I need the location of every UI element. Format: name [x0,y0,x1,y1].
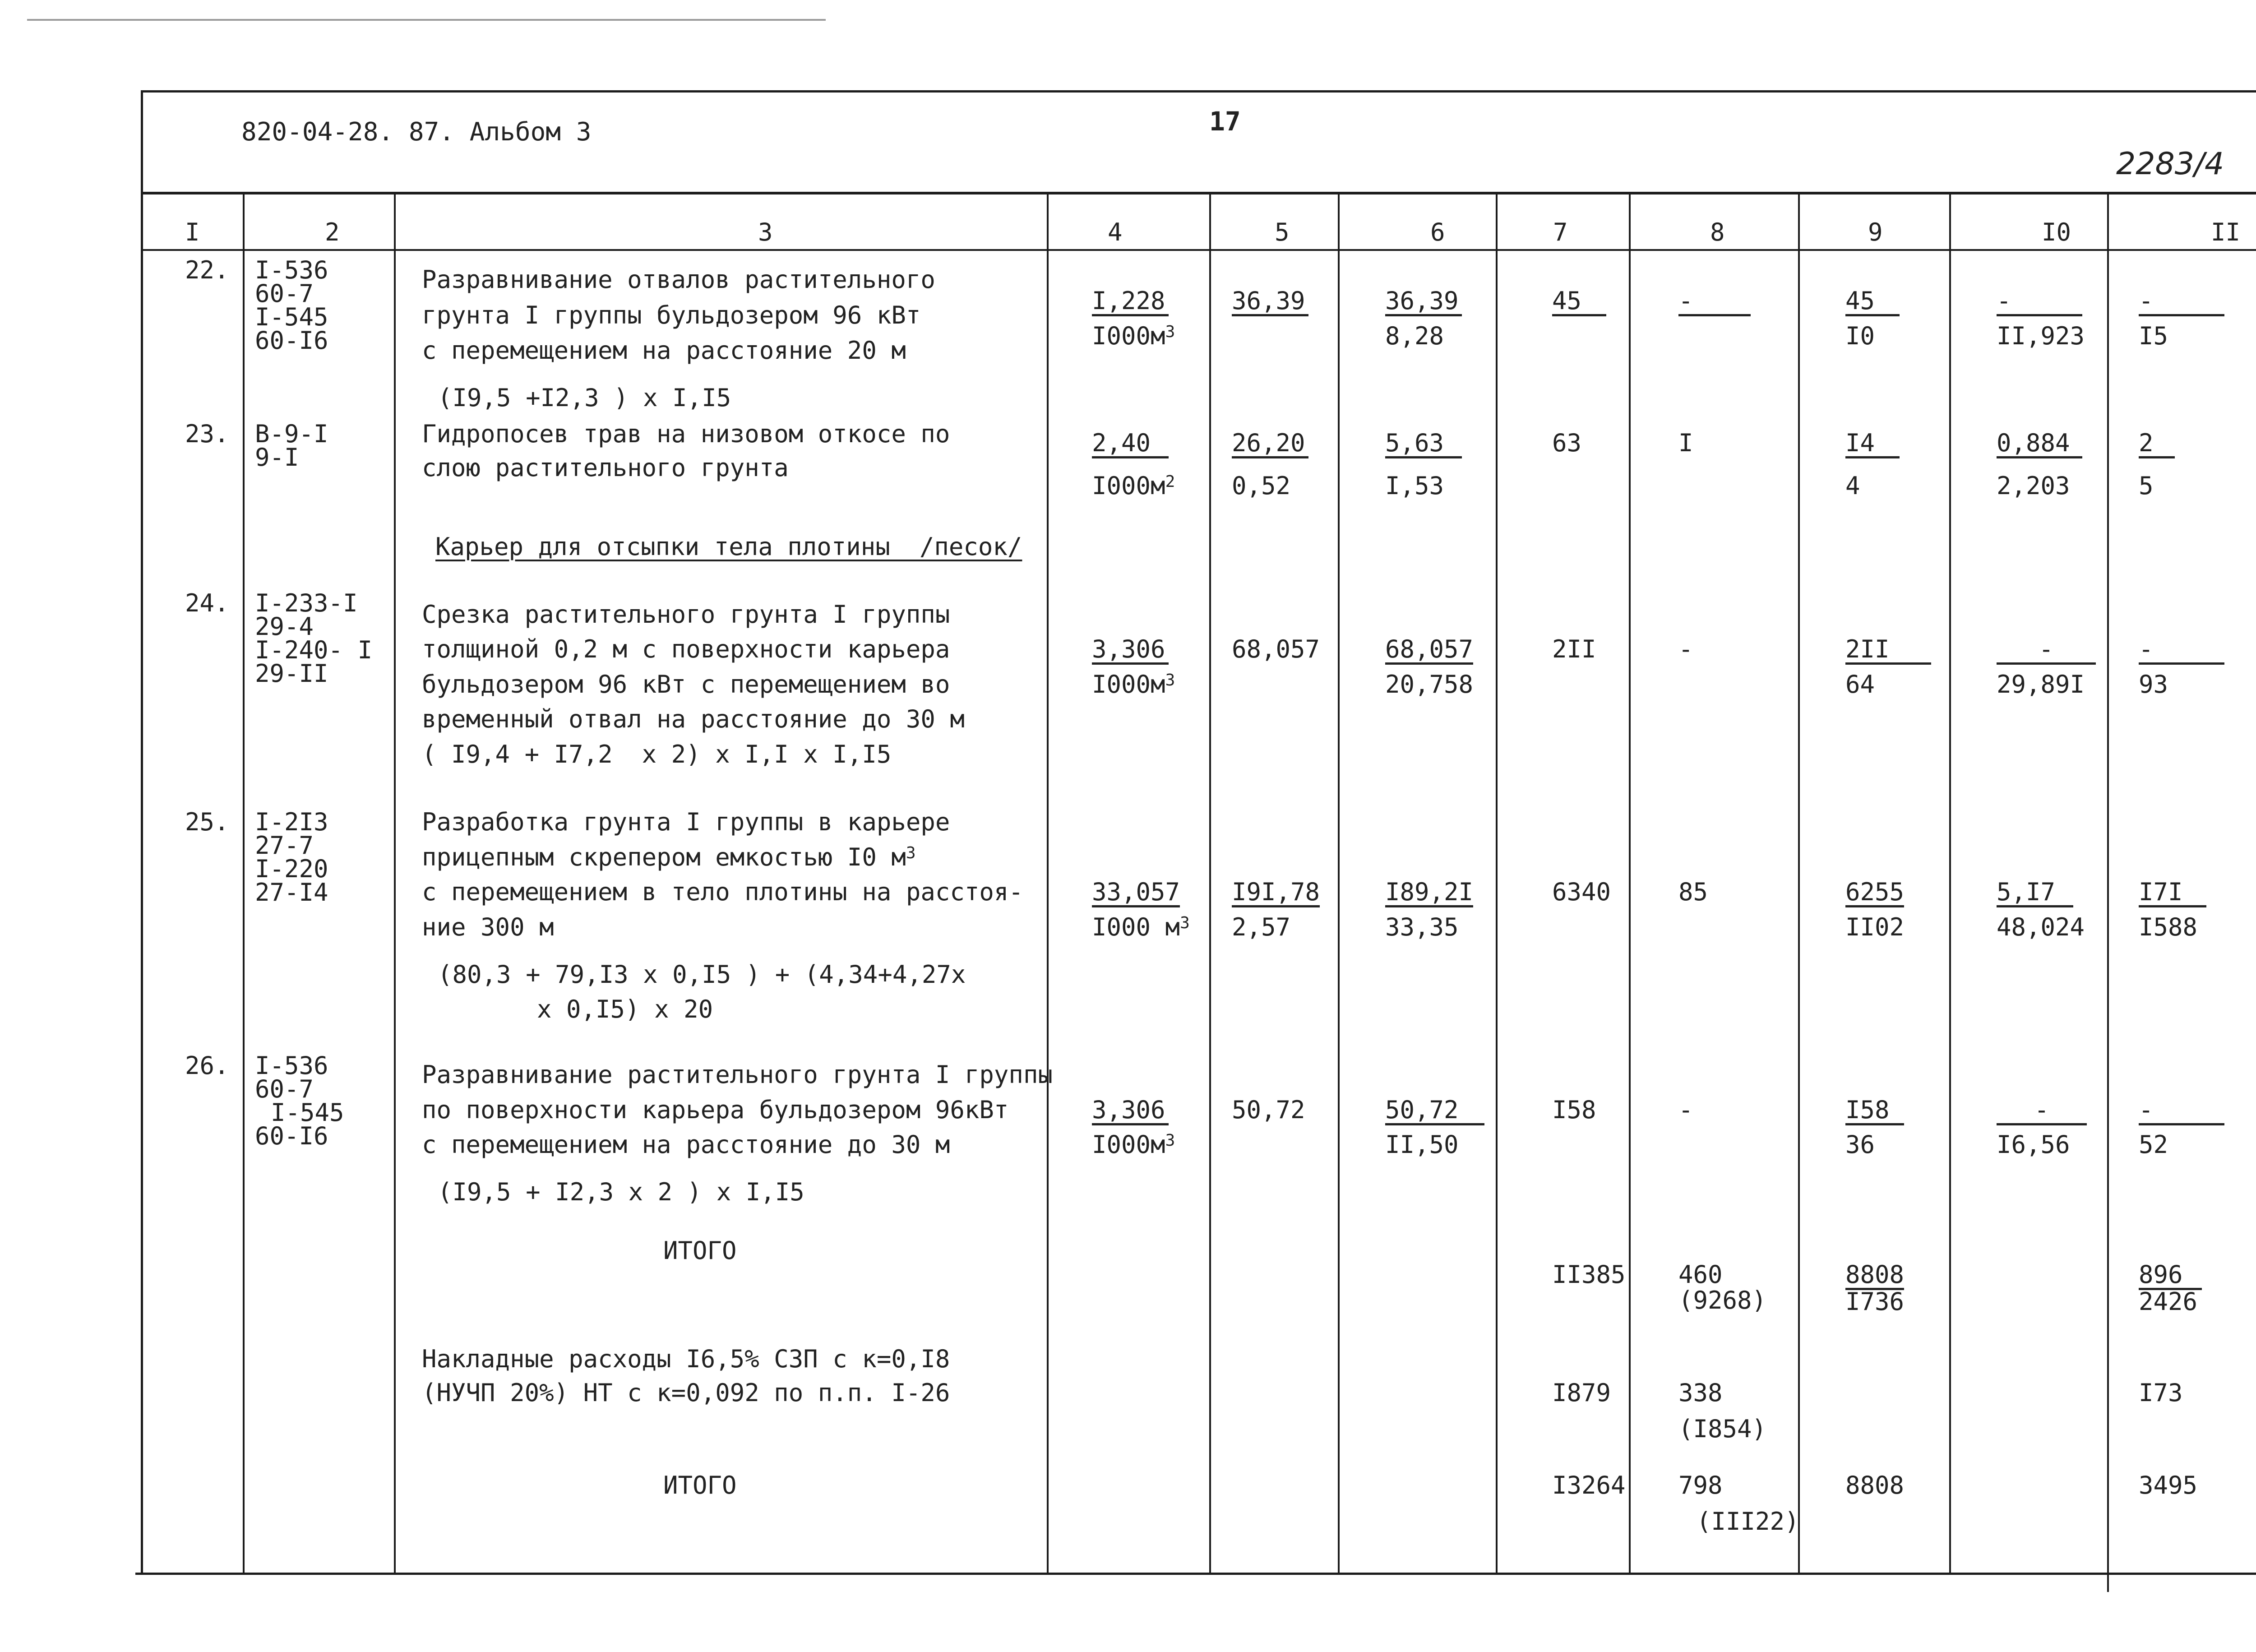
cell-col4-unit [1092,915,1190,939]
row-number: 24. [185,589,229,617]
cell-col10-bottom: 2,203 [1997,472,2070,500]
row-description: слою растительного грунта [422,453,789,482]
row-description: временный отвал на расстояние до 30 м [422,705,965,733]
row-number: 26. [185,1051,229,1080]
cell-col11-top: - [2139,637,2224,665]
column-header: I0 [2042,218,2071,246]
stamp-number: 2283/4 [2116,146,2224,182]
column-header: 5 [1275,218,1290,246]
total-col11: 3495 [2139,1471,2198,1499]
cell-col9-top: I58 [1845,1098,1904,1125]
row-description: по поверхности карьера бульдозером 96кВт [422,1096,1009,1124]
cell-col11-bottom: I588 [2139,913,2198,941]
cell-col9-top: I4 [1845,431,1900,458]
row-code: 60-7 [255,279,314,308]
cell-col5-bottom: 2,57 [1232,913,1291,941]
cell-col11-top: - [2139,289,2224,316]
column-header: 4 [1108,218,1123,246]
cell-col10-top: - [1997,1098,2087,1125]
row-description: толщиной 0,2 м с поверхности карьера [422,635,950,663]
row-description: грунта I группы бульдозером 96 кВт [422,301,921,329]
row-code: I-536 [255,1051,328,1080]
row-number: 25. [185,808,229,836]
unit-exponent: 3 [906,844,916,862]
column-header: I [185,218,200,246]
row-code: 60-7 [255,1075,314,1103]
cell-col8-value: I [1678,429,1693,457]
row-description [422,845,916,870]
cell-col4-top: 33,057 [1092,880,1180,907]
row-code: I-240- I [255,636,373,664]
cell-col9-bottom: II02 [1845,913,1905,941]
cell-col4-top: 3,306 [1092,1098,1169,1125]
total-label: ИТОГО [663,1236,737,1265]
total-col8: 798 [1678,1471,1723,1499]
cell-col4-unit [1092,1130,1175,1159]
cell-col4-unit [1092,474,1175,498]
cell-col11-bottom: 93 [2139,670,2168,699]
cell-col5-value: 68,057 [1232,635,1320,663]
cell-col11-bottom: 52 [2139,1130,2168,1159]
overhead-col8: 338 [1678,1379,1723,1407]
cell-col8-top: - [1678,289,1751,316]
col-divider [243,193,245,1574]
row-code: 27-I4 [255,878,328,907]
cell-col7-value: 63 [1552,429,1582,457]
cell-col5-value: 50,72 [1232,1096,1305,1124]
row-description: с перемещением в тело плотины на расстоя- [422,878,1023,906]
row-formula: x 0,I5) x 20 [537,995,713,1023]
frame-header-rule [141,192,2256,194]
row-code: I-536 [255,256,328,284]
row-description: Разравнивание отвалов растительного [422,265,935,294]
cell-col9-top: 2II [1845,637,1931,665]
total-col9: 8808 [1845,1471,1905,1499]
total-label: ИТОГО [663,1471,737,1499]
total-col8-paren: (III22) [1697,1507,1799,1536]
col-divider [1496,193,1498,1574]
cell-col11-top: I7I [2139,880,2206,907]
row-formula: (80,3 + 79,I3 x 0,I5 ) + (4,34+4,27x [438,960,966,989]
cell-col9-top: 6255 [1845,880,1904,907]
cell-col6-top: I89,2I [1385,880,1473,907]
cell-col9-bottom: 64 [1845,670,1875,699]
unit-text: I000м [1092,322,1165,350]
row-description: бульдозером 96 кВт с перемещением во [422,670,950,699]
cell-col9-bottom: I0 [1845,322,1875,350]
row-formula: (I9,5 + I2,3 x 2 ) x I,I5 [438,1178,804,1206]
cell-col6-top: 5,63 [1385,431,1462,458]
row-code: I-545 [271,1098,344,1127]
row-description: Разравнивание растительного грунта I группы [422,1060,1053,1089]
cell-col10-top: 0,884 [1997,431,2082,458]
cell-col6-top: 50,72 [1385,1098,1484,1125]
frame-top [141,90,2256,93]
cell-col7-value: 6340 [1552,878,1611,906]
row-code: I-233-I [255,589,358,617]
cell-col6-bottom: 33,35 [1385,913,1459,941]
cell-col4-unit [1092,324,1175,348]
overhead-col11: I73 [2139,1379,2183,1407]
cell-col9-bottom: 4 [1845,472,1860,500]
row-code: I-545 [255,303,328,331]
cell-col4-unit [1092,672,1175,697]
row-description: с перемещением на расстояние 20 м [422,336,906,365]
unit-exponent: 3 [1165,671,1175,689]
column-header: II [2211,218,2241,246]
cell-col6-bottom: II,50 [1385,1130,1459,1159]
frame-column-header-rule [141,249,2256,251]
cell-col5-bottom: 0,52 [1232,472,1291,500]
column-header: 3 [758,218,773,246]
cell-col10-top: 5,I7 [1997,880,2073,907]
row-description: ние 300 м [422,913,554,941]
cell-col7-value: 2II [1552,635,1596,663]
top-rule [27,19,826,21]
cell-col5-top: 36,39 [1232,289,1308,316]
row-description: Разработка грунта I группы в карьере [422,808,950,836]
row-description: Гидропосев трав на низовом откосе по [422,420,950,448]
total-col9-top: 8808 [1845,1263,1904,1290]
cell-col8-value: - [1678,635,1693,663]
unit-text: I000м [1092,1130,1165,1159]
cell-col4-top: 2,40 [1092,431,1169,458]
cell-col10-bottom: II,923 [1997,322,2085,350]
cell-col10-bottom: 29,89I [1997,670,2085,699]
doc-code: 820-04-28. 87. Альбом 3 [241,117,592,147]
cell-col6-bottom: 8,28 [1385,322,1444,350]
col-divider [2107,193,2109,1592]
cell-col10-bottom: 48,024 [1997,913,2085,941]
frame-bottom [135,1573,2256,1575]
cell-col8-value: - [1678,1096,1693,1124]
cell-col6-bottom: 20,758 [1385,670,1474,699]
cell-col7-value: I58 [1552,1096,1596,1124]
row-number: 23. [185,420,229,448]
column-header: 7 [1553,218,1568,246]
cell-col9-top: 45 [1845,289,1900,316]
cell-col11-bottom: I5 [2139,322,2168,350]
row-number: 22. [185,256,229,284]
cell-col4-top: I,228 [1092,289,1169,316]
cell-col10-top: - [1997,289,2082,316]
row-code: I-220 [255,855,328,883]
cell-col8-value: 85 [1678,878,1708,906]
overhead-col8-paren: (I854) [1678,1415,1767,1443]
unit-exponent: 3 [1165,1131,1175,1150]
row-code: 9-I [255,443,299,472]
cell-col6-bottom: I,53 [1385,472,1444,500]
total-col8-paren: (9268) [1678,1286,1767,1314]
row-formula: ( I9,4 + I7,2 x 2) x I,I x I,I5 [422,740,892,768]
total-col7: II385 [1552,1260,1626,1289]
row-code: 27-7 [255,831,314,860]
cell-col4-top: 3,306 [1092,637,1169,665]
col-divider [1338,193,1340,1574]
cell-col5-top: I9I,78 [1232,880,1320,907]
row-code: 60-I6 [255,1122,328,1150]
unit-text: I000м [1092,670,1165,699]
row-code: 29-II [255,659,328,688]
cell-col6-top: 36,39 [1385,289,1462,316]
unit-text: I000м [1092,472,1165,500]
cell-col7-top: 45 [1552,289,1606,316]
row-code: I-2I3 [255,808,328,836]
frame-left [141,90,143,1573]
overhead-col7: I879 [1552,1379,1611,1407]
unit-exponent: 3 [1180,914,1190,932]
cell-col5-top: 26,20 [1232,431,1308,458]
cell-col11-bottom: 5 [2139,472,2154,500]
row-description: с перемещением на расстояние до 30 м [422,1130,950,1159]
row-code: 29-4 [255,612,314,641]
unit-text: I000 м [1092,913,1180,941]
column-header: 8 [1710,218,1725,246]
row-description: Срезка растительного грунта I группы [422,600,950,629]
overhead-description: Накладные расходы I6,5% СЗП с к=0,I8 [422,1345,950,1373]
cell-col10-bottom: I6,56 [1997,1130,2070,1159]
page-number: 17 [1209,106,1241,137]
unit-exponent: 2 [1165,472,1175,491]
col-divider [1949,193,1951,1574]
col-divider [1209,193,1211,1574]
col-divider [1047,193,1049,1574]
column-header: 6 [1430,218,1445,246]
column-header: 2 [325,218,340,246]
row-code: В-9-I [255,420,328,448]
unit-exponent: 3 [1165,323,1175,341]
cell-col11-top: 2 [2139,431,2175,458]
total-col8: 460 [1678,1260,1723,1289]
col-divider [1798,193,1800,1574]
col-divider [394,193,396,1574]
overhead-description: (НУЧП 20%) НТ с к=0,092 по п.п. I-26 [422,1379,950,1407]
row-formula: (I9,5 +I2,3 ) x I,I5 [438,384,731,412]
row-code: 60-I6 [255,326,328,355]
cell-col6-top: 68,057 [1385,637,1473,665]
section-title: Карьер для отсыпки тела плотины /песок/ [435,532,1022,561]
cell-col10-top: - [1997,637,2096,665]
row-description-text: прицепным скрепером емкостью I0 м [422,843,906,871]
cell-col9-bottom: 36 [1845,1130,1875,1159]
total-col11-top: 896 [2139,1263,2202,1290]
total-col9-bottom: I736 [1845,1287,1905,1316]
total-col7: I3264 [1552,1471,1626,1499]
total-col11-bottom: 2426 [2139,1287,2198,1316]
cell-col11-top: - [2139,1098,2224,1125]
column-header: 9 [1868,218,1883,246]
col-divider [1629,193,1631,1574]
